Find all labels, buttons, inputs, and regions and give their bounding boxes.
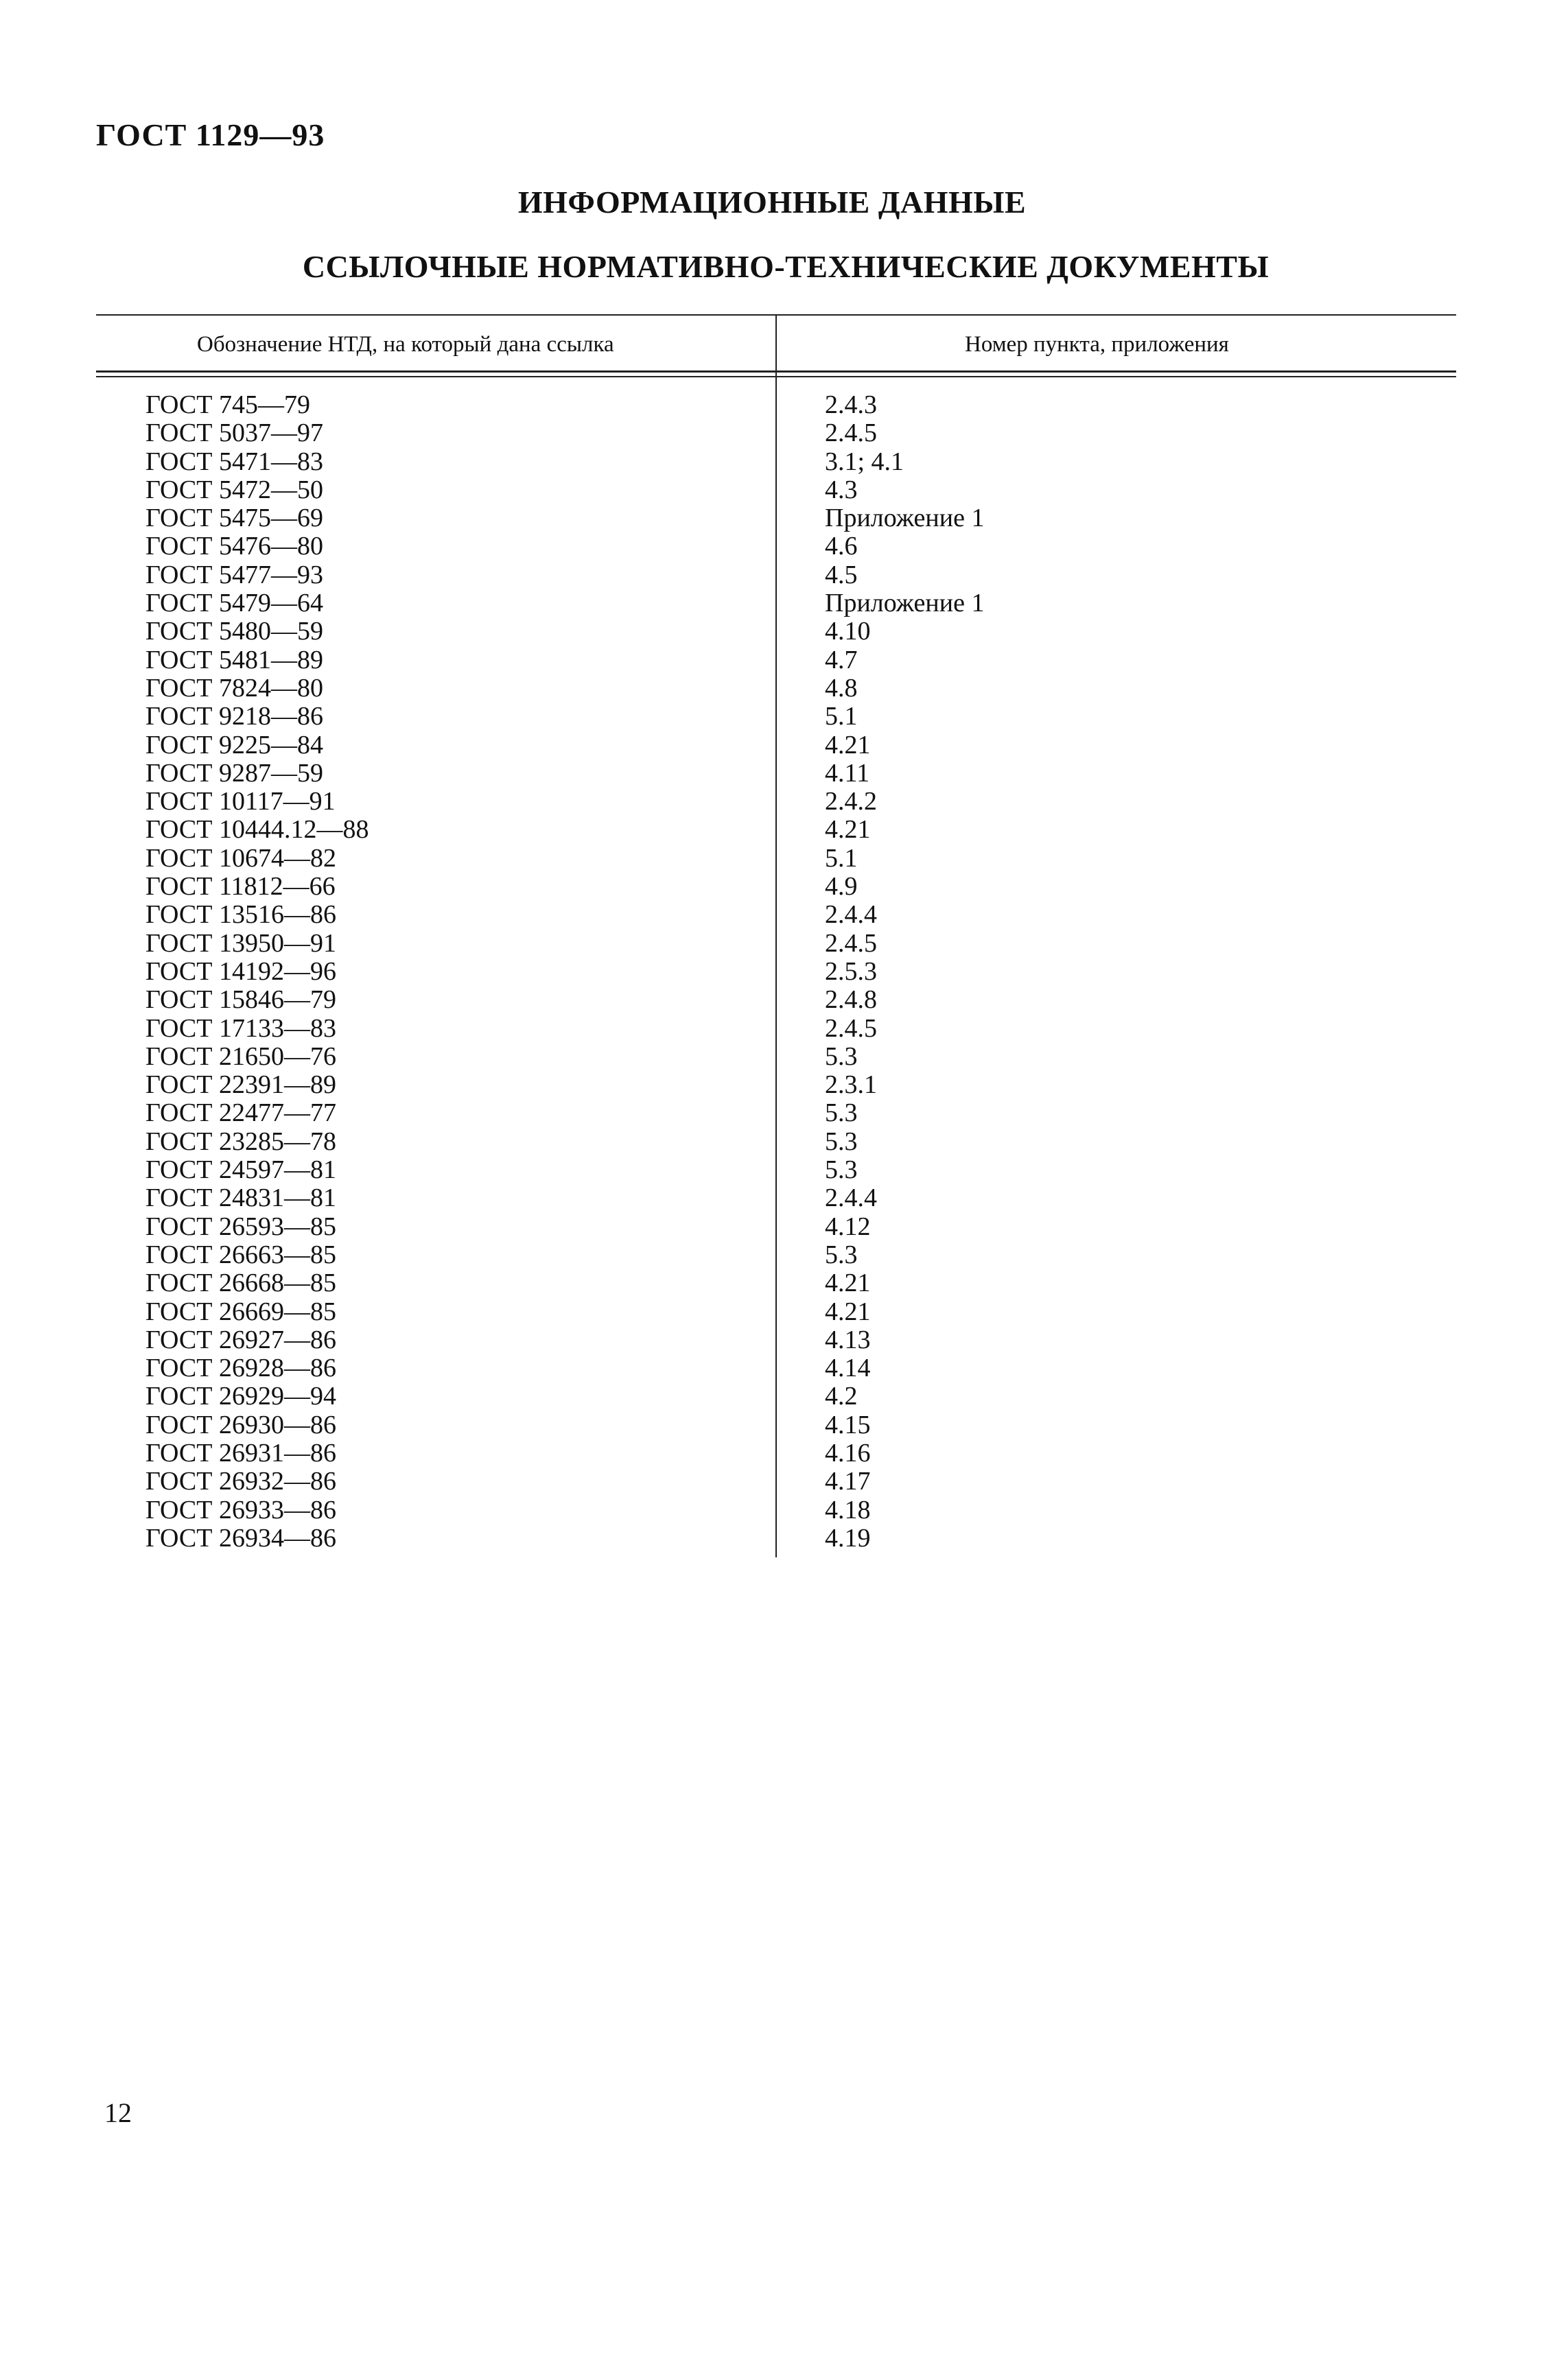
table-cell-ntd: ГОСТ 9225—84: [145, 730, 323, 759]
table-cell-reference: 5.3: [825, 1041, 858, 1071]
table-cell-reference: Приложение 1: [825, 589, 985, 618]
table-cell-ntd: ГОСТ 7824—80: [145, 673, 323, 703]
table-cell-reference: 5.3: [825, 1240, 858, 1269]
table-cell-ntd: ГОСТ 15846—79: [145, 985, 336, 1015]
section-title: ИНФОРМАЦИОННЫЕ ДАННЫЕ: [517, 185, 1027, 220]
table-cell-reference: 5.3: [825, 1098, 858, 1128]
table-cell-reference: 2.4.4: [825, 900, 877, 930]
table-cell-ntd: ГОСТ 5479—64: [145, 589, 323, 618]
table-cell-ntd: ГОСТ 5480—59: [145, 617, 323, 646]
table-cell-reference: 5.1: [825, 702, 858, 731]
table-cell-ntd: ГОСТ 26668—85: [145, 1269, 336, 1298]
column-header-reference: Номер пункта, приложения: [965, 332, 1229, 357]
table-cell-reference: 4.5: [825, 560, 858, 589]
table-cell-reference: 4.13: [825, 1325, 871, 1354]
table-cell-reference: 2.4.8: [825, 985, 877, 1015]
table-cell-ntd: ГОСТ 10117—91: [145, 787, 336, 816]
table-cell-reference: 4.17: [825, 1467, 871, 1496]
table-cell-reference: 5.1: [825, 843, 858, 873]
table-cell-ntd: ГОСТ 26931—86: [145, 1438, 336, 1468]
table-cell-ntd: ГОСТ 5475—69: [145, 504, 323, 533]
table-cell-ntd: ГОСТ 26593—85: [145, 1212, 336, 1241]
table-cell-ntd: ГОСТ 11812—66: [145, 872, 336, 902]
table-cell-ntd: ГОСТ 13950—91: [145, 928, 336, 958]
table-cell-ntd: ГОСТ 26927—86: [145, 1325, 336, 1354]
table-cell-reference: 4.21: [825, 815, 871, 845]
table-cell-reference: 2.4.3: [825, 390, 877, 419]
table-cell-ntd: ГОСТ 10444.12—88: [145, 815, 369, 845]
table-cell-reference: 5.3: [825, 1155, 858, 1185]
table-cell-reference: 4.21: [825, 1269, 871, 1298]
table-cell-reference: 4.3: [825, 475, 858, 504]
table-cell-reference: 4.16: [825, 1438, 871, 1468]
table-cell-reference: 2.4.5: [825, 419, 877, 448]
table-cell-ntd: ГОСТ 24597—81: [145, 1155, 336, 1185]
table-cell-reference: 4.7: [825, 645, 858, 674]
table-cell-reference: Приложение 1: [825, 504, 985, 533]
table-cell-ntd: ГОСТ 22477—77: [145, 1098, 336, 1128]
table-cell-reference: 2.4.5: [825, 928, 877, 958]
table-cell-ntd: ГОСТ 5472—50: [145, 475, 323, 504]
table-cell-ntd: ГОСТ 9287—59: [145, 758, 323, 788]
table-cell-reference: 2.4.2: [825, 787, 877, 816]
table-cell-ntd: ГОСТ 26929—94: [145, 1382, 336, 1411]
table-cell-reference: 5.3: [825, 1127, 858, 1156]
table-cell-ntd: ГОСТ 22391—89: [145, 1070, 336, 1100]
table-cell-reference: 2.5.3: [825, 956, 877, 986]
table-cell-reference: 2.3.1: [825, 1070, 877, 1100]
table-cell-ntd: ГОСТ 13516—86: [145, 900, 336, 930]
table-cell-ntd: ГОСТ 26928—86: [145, 1354, 336, 1383]
table-cell-reference: 4.11: [825, 758, 870, 788]
table-cell-reference: 4.10: [825, 617, 871, 646]
table-cell-ntd: ГОСТ 5471—83: [145, 447, 323, 476]
table-cell-ntd: ГОСТ 5481—89: [145, 645, 323, 674]
table-cell-ntd: ГОСТ 9218—86: [145, 702, 323, 731]
table-cell-reference: 3.1; 4.1: [825, 447, 904, 476]
table-cell-reference: 4.6: [825, 532, 858, 561]
table-cell-reference: 4.8: [825, 673, 858, 703]
column-divider: [775, 316, 777, 1557]
table-cell-reference: 2.4.5: [825, 1013, 877, 1043]
table-cell-ntd: ГОСТ 5476—80: [145, 532, 323, 561]
table-cell-ntd: ГОСТ 26930—86: [145, 1410, 336, 1439]
table-cell-ntd: ГОСТ 21650—76: [145, 1041, 336, 1071]
table-cell-reference: 4.15: [825, 1410, 871, 1439]
reference-column: [825, 391, 984, 1553]
table-cell-ntd: ГОСТ 5477—93: [145, 560, 323, 589]
table-cell-ntd: ГОСТ 26934—86: [145, 1523, 336, 1553]
table-cell-ntd: ГОСТ 14192—96: [145, 956, 336, 986]
table-cell-ntd: ГОСТ 23285—78: [145, 1127, 336, 1156]
table-cell-reference: 4.14: [825, 1354, 871, 1383]
column-header-ntd: Обозначение НТД, на который дана ссылка: [197, 332, 614, 357]
table-cell-reference: 4.19: [825, 1523, 871, 1553]
table-cell-reference: 2.4.4: [825, 1183, 877, 1213]
table-cell-reference: 4.12: [825, 1212, 871, 1241]
table-cell-ntd: ГОСТ 26669—85: [145, 1297, 336, 1326]
table-cell-reference: 4.18: [825, 1495, 871, 1524]
table-cell-ntd: ГОСТ 5037—97: [145, 419, 323, 448]
table-cell-ntd: ГОСТ 26663—85: [145, 1240, 336, 1269]
document-code: ГОСТ 1129—93: [96, 117, 325, 152]
table-cell-reference: 4.21: [825, 730, 871, 759]
table-cell-ntd: ГОСТ 17133—83: [145, 1013, 336, 1043]
section-subtitle: ССЫЛОЧНЫЕ НОРМАТИВНО-ТЕХНИЧЕСКИЕ ДОКУМЕНТЫ: [302, 249, 1270, 284]
table-cell-ntd: ГОСТ 10674—82: [145, 843, 336, 873]
page-number: 12: [104, 2097, 132, 2128]
table-cell-ntd: ГОСТ 26933—86: [145, 1495, 336, 1524]
table-cell-ntd: ГОСТ 745—79: [145, 390, 310, 419]
ntd-column: [145, 391, 369, 1553]
table-cell-ntd: ГОСТ 24831—81: [145, 1183, 336, 1213]
table-cell-reference: 4.21: [825, 1297, 871, 1326]
table-cell-reference: 4.2: [825, 1382, 858, 1411]
table-cell-reference: 4.9: [825, 872, 858, 902]
table-cell-ntd: ГОСТ 26932—86: [145, 1467, 336, 1496]
